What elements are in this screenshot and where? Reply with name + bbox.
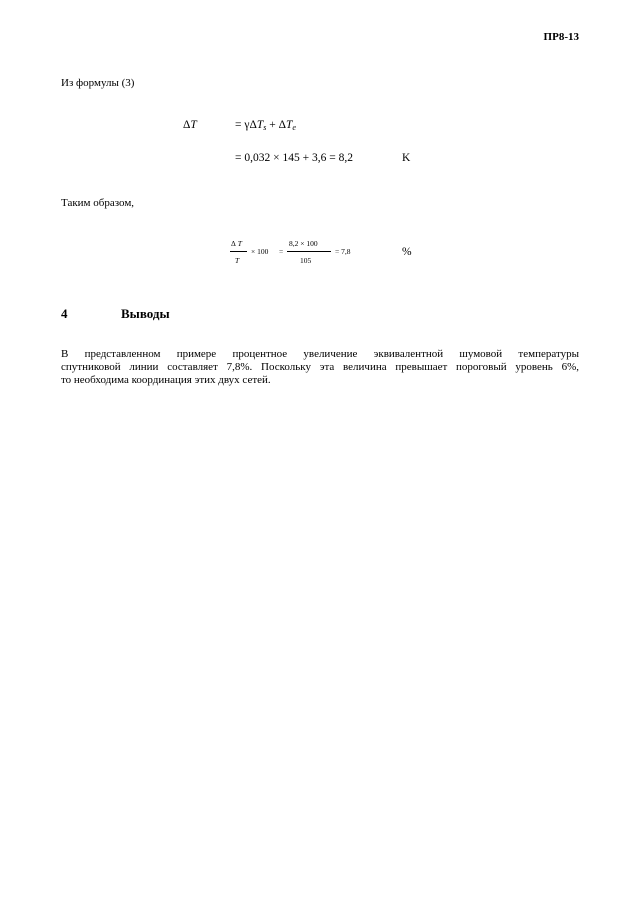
- fraction-result: = 7,8: [335, 247, 351, 256]
- equation-rhs-sub-e: e: [292, 123, 296, 132]
- conclusion-line-2: спутниковой линии составляет 7,8%. Поскольку эта величина превышает пороговый уровень 6%,: [61, 361, 579, 373]
- fraction2-denominator: 105: [300, 256, 312, 265]
- equation-rhs-plus: + Δ: [266, 119, 287, 131]
- equation-lhs: [183, 119, 197, 131]
- fraction1-denominator: T: [235, 256, 240, 265]
- fraction1-bar: [230, 251, 247, 252]
- section-number: 4: [61, 306, 68, 321]
- percent-unit: %: [402, 246, 412, 258]
- equals-sign: =: [279, 247, 284, 256]
- fraction1-numerator-t: T: [237, 239, 242, 248]
- delta-symbol: Δ: [231, 239, 236, 248]
- equation2-unit: K: [402, 152, 411, 164]
- page-number-header: ПР8-13: [543, 31, 579, 43]
- equation2-expression: = 0,032 × 145 + 3,6 = 8,2: [235, 152, 353, 164]
- equation-rhs-t2: T: [286, 119, 293, 131]
- equation-rhs-part1: = γΔ: [235, 119, 257, 131]
- conclusion-line-3: то необходима координация этих двух сетей.: [61, 374, 271, 386]
- equation-rhs: [235, 119, 296, 132]
- fraction1-numerator: [231, 239, 242, 248]
- conclusion-line-1: В представленном примере процентное увеличение эквивалентной шумовой температуры: [61, 348, 579, 360]
- equation-rhs-t1: T: [256, 119, 264, 131]
- conclusion-paragraph: [61, 348, 579, 387]
- times-100: × 100: [251, 247, 269, 256]
- delta-t-symbol: ΔT: [183, 119, 197, 131]
- thus-text: Таким образом,: [61, 197, 135, 209]
- fraction2-numerator: 8,2 × 100: [289, 239, 318, 248]
- section-title: Выводы: [121, 306, 170, 321]
- intro-text: Из формулы (3): [61, 77, 135, 89]
- fraction2-bar: [287, 251, 331, 252]
- equation-rhs-sub-s: s: [263, 123, 267, 132]
